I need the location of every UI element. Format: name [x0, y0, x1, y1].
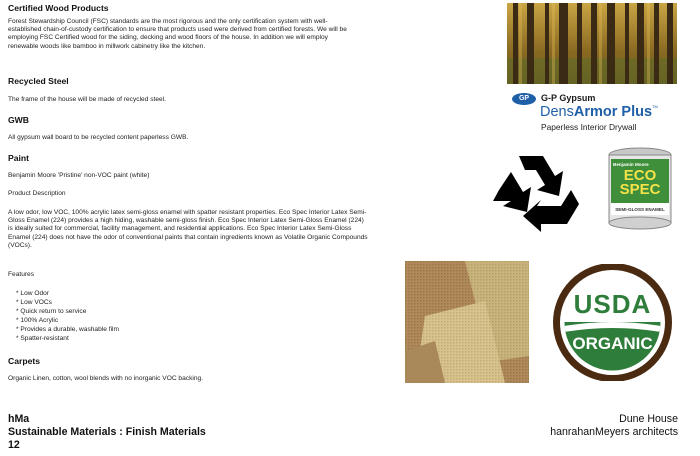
- forest-photo: [507, 3, 677, 84]
- carpet-samples-photo: [405, 261, 529, 383]
- gwb-body: All gypsum wall board to be recycled content paperless GWB.: [8, 134, 189, 141]
- gwb-heading: GWB: [8, 115, 30, 125]
- can-eco-label: ECO: [623, 167, 657, 184]
- feature-item: * Low VOCs: [16, 299, 52, 307]
- densarmor-wordmark: DensArmor Plus™: [540, 104, 658, 120]
- carpets-body: Organic Linen, cotton, wool blends with no inorganic VOC backing.: [8, 375, 203, 382]
- feature-item: * Provides a durable, washable film: [16, 326, 119, 334]
- paint-product-line: Benjamin Moore 'Pristine' non-VOC paint (white): [8, 172, 150, 179]
- feature-item: * Quick return to service: [16, 308, 87, 316]
- features-list: [8, 289, 368, 344]
- organic-label: ORGANIC: [572, 334, 653, 353]
- gp-gypsum-label: G-P Gypsum: [541, 93, 596, 103]
- can-finish-label: SEMI-GLOSS ENAMEL: [615, 207, 665, 212]
- paint-description: A low odor, low VOC, 100% acrylic latex semi-gloss enamel with spatter resistant properties. Eco Spec Interior Latex Semi-Gloss Enamel (224) provides a high hiding, washable semi-gloss finish. Eco Spec Interior Latex Semi-Gloss Enamel (224) is ideally suited for commercial, facility management, and residential applications. Eco Spec Interior Latex Semi-Gloss Enamel (224) does not have the odor of conventional paints that contain ingredients known as Volatile Organic Compounds (VOCs).: [8, 209, 368, 249]
- footer-right: [550, 413, 678, 439]
- densarmor-subtitle: Paperless Interior Drywall: [541, 122, 637, 132]
- steel-heading: Recycled Steel: [8, 76, 69, 86]
- feature-item: * Spatter-resistant: [16, 335, 69, 343]
- footer-left: [8, 413, 206, 452]
- can-spec-label: SPEC: [619, 181, 661, 198]
- gp-badge-icon: GP: [512, 93, 536, 105]
- project-name: Dune House: [619, 413, 678, 425]
- features-label: Features: [8, 271, 35, 278]
- firm-abbreviation: hMa: [8, 413, 30, 425]
- steel-body: The frame of the house will be made of recycled steel.: [8, 96, 166, 103]
- carpets-heading: Carpets: [8, 356, 40, 366]
- feature-item: * 100% Acrylic: [16, 317, 59, 325]
- paint-description-label: Product Description: [8, 190, 66, 197]
- page-title: Sustainable Materials : Finish Materials: [8, 426, 206, 438]
- feature-item: * Low Odor: [16, 290, 49, 297]
- paint-heading: Paint: [8, 153, 30, 163]
- firm-name: hanrahanMeyers architects: [550, 426, 678, 438]
- can-brand-label: Benjamin Moore: [613, 162, 649, 167]
- usda-organic-seal: [553, 264, 672, 381]
- fsc-body: Forest Stewardship Council (FSC) standards are the most rigorous and the only certification system with well-established chain-of-custody certification to ensure that products used were derived from certified forests. We will be employing FSC Certified wood for the siding, decking and wood floors of the house. In addition we will employ renewable woods like bamboo in millwork cabinetry like the kitchen.: [8, 18, 347, 50]
- fsc-heading: Certified Wood Products: [8, 3, 109, 13]
- eco-spec-paint-can: [607, 147, 673, 230]
- densarmor-logo: [512, 93, 682, 135]
- usda-label: USDA: [573, 289, 652, 319]
- recycle-icon: [489, 146, 579, 234]
- page-number: 12: [8, 439, 20, 451]
